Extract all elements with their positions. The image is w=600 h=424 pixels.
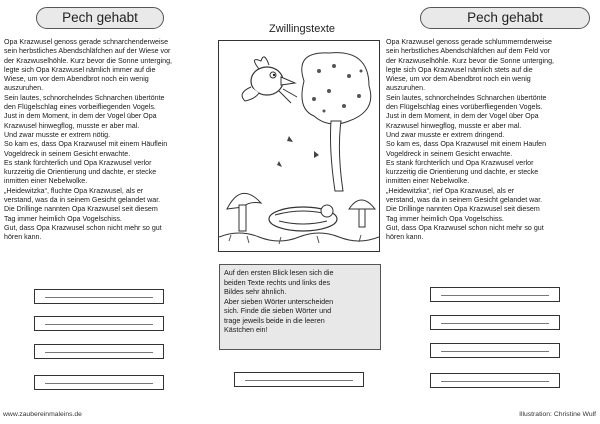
right-answer-box-4[interactable] (430, 373, 560, 388)
bird-over-sleeping-creature-illustration (219, 41, 379, 251)
left-story-text: Opa Krazwusel genoss gerade schnarchenderweise sein herbstliches Abendschläfchen auf der Wiese vor der Krazwuselhöhle. Kurz bevor die Sonne unterging, legte sich Opa Krazwusel nämlich immer auf die Wiese, um vor dem Abendbrot noch ein wenig auszuruhen. Sein lautes, schnorchelndes Schnarchen übertönte den Flügelschlag eines vorbeifliegenden Vogels. Just in dem Moment, in dem der Vogel über Opa Krazwusel hinwegflog, musste er aber mal. Und zwar musste er extrem nötig. So kam es, dass Opa Krazwusel mit einem Häuflein Vogeldreck in seinem Gesicht erwachte. Es stank fürchterlich und Opa Krazwusel verlor kurzzeitig die Orientierung und dachte, er stecke inmitten einer Nebelwolke. „Heidewitzka“, fluchte Opa Krazwusel, als er verstand, was da in seinem Gesicht gelandet war. Die Drillinge nannten Opa Krazwusel seit diesem Tag immer heimlich Opa Vogelschiss. Gut, dass Opa Krazwusel schon nicht mehr so gut hören kann. (4, 38, 172, 242)
footer-website[interactable]: www.zaubereinmaleins.de (3, 411, 82, 418)
right-answer-box-2[interactable] (430, 315, 560, 330)
footer-illustration-credit: Illustration: Christine Wulf (519, 411, 596, 418)
center-answer-box-1[interactable] (234, 372, 364, 387)
left-answer-box-4[interactable] (34, 375, 164, 390)
left-answer-box-1[interactable] (34, 289, 164, 304)
instructions-box: Auf den ersten Blick lesen sich die beiden Texte rechts und links des Bildes sehr ähnlich. Aber sieben Wörter unterscheiden sich. Finde die sieben Wörter und trage jeweils beide in die leeren Kästchen ein! (219, 264, 381, 350)
worksheet-title: Zwillingstexte (268, 23, 336, 35)
right-title: Pech gehabt (420, 7, 590, 29)
illustration-frame (218, 40, 380, 252)
right-answer-box-3[interactable] (430, 343, 560, 358)
right-answer-box-1[interactable] (430, 287, 560, 302)
left-answer-box-2[interactable] (34, 316, 164, 331)
left-title: Pech gehabt (36, 7, 164, 29)
right-story-text: Opa Krazwusel genoss gerade schlummernderweise sein herbstliches Abendschläfchen auf dem Feld vor der Krazwuselhöhle. Kurz bevor die Sonne unterging, legte sich Opa Krazwusel nämlich stets auf die Wiese, um vor dem Abendbrot noch ein wenig auszuruhen. Sein lautes, schnorchelndes Schnarchen übertönte den Flügelschlag eines vorüberfliegenden Vogels. Just in dem Moment, in dem der Vogel über Opa Krazwusel hinwegflog, musste er aber mal. Und zwar musste er extrem dringend. So kam es, dass Opa Krazwusel mit einem Haufen Vogeldreck in seinem Gesicht erwachte. Es stank fürchterlich und Opa Krazwusel verlor kurzzeitig die Orientierung und dachte, er stecke inmitten einer Nebelwolke. „Heidewitzka“, rief Opa Krazwusel, als er verstand, was da in seinem Gesicht gelandet war. Die Drillinge nannten Opa Krazwusel seit diesem Tag immer heimlich Opa Vogelschiss. Gut, dass Opa Krazwusel schon nicht mehr so gut hören kann. (386, 38, 554, 242)
left-answer-box-3[interactable] (34, 344, 164, 359)
